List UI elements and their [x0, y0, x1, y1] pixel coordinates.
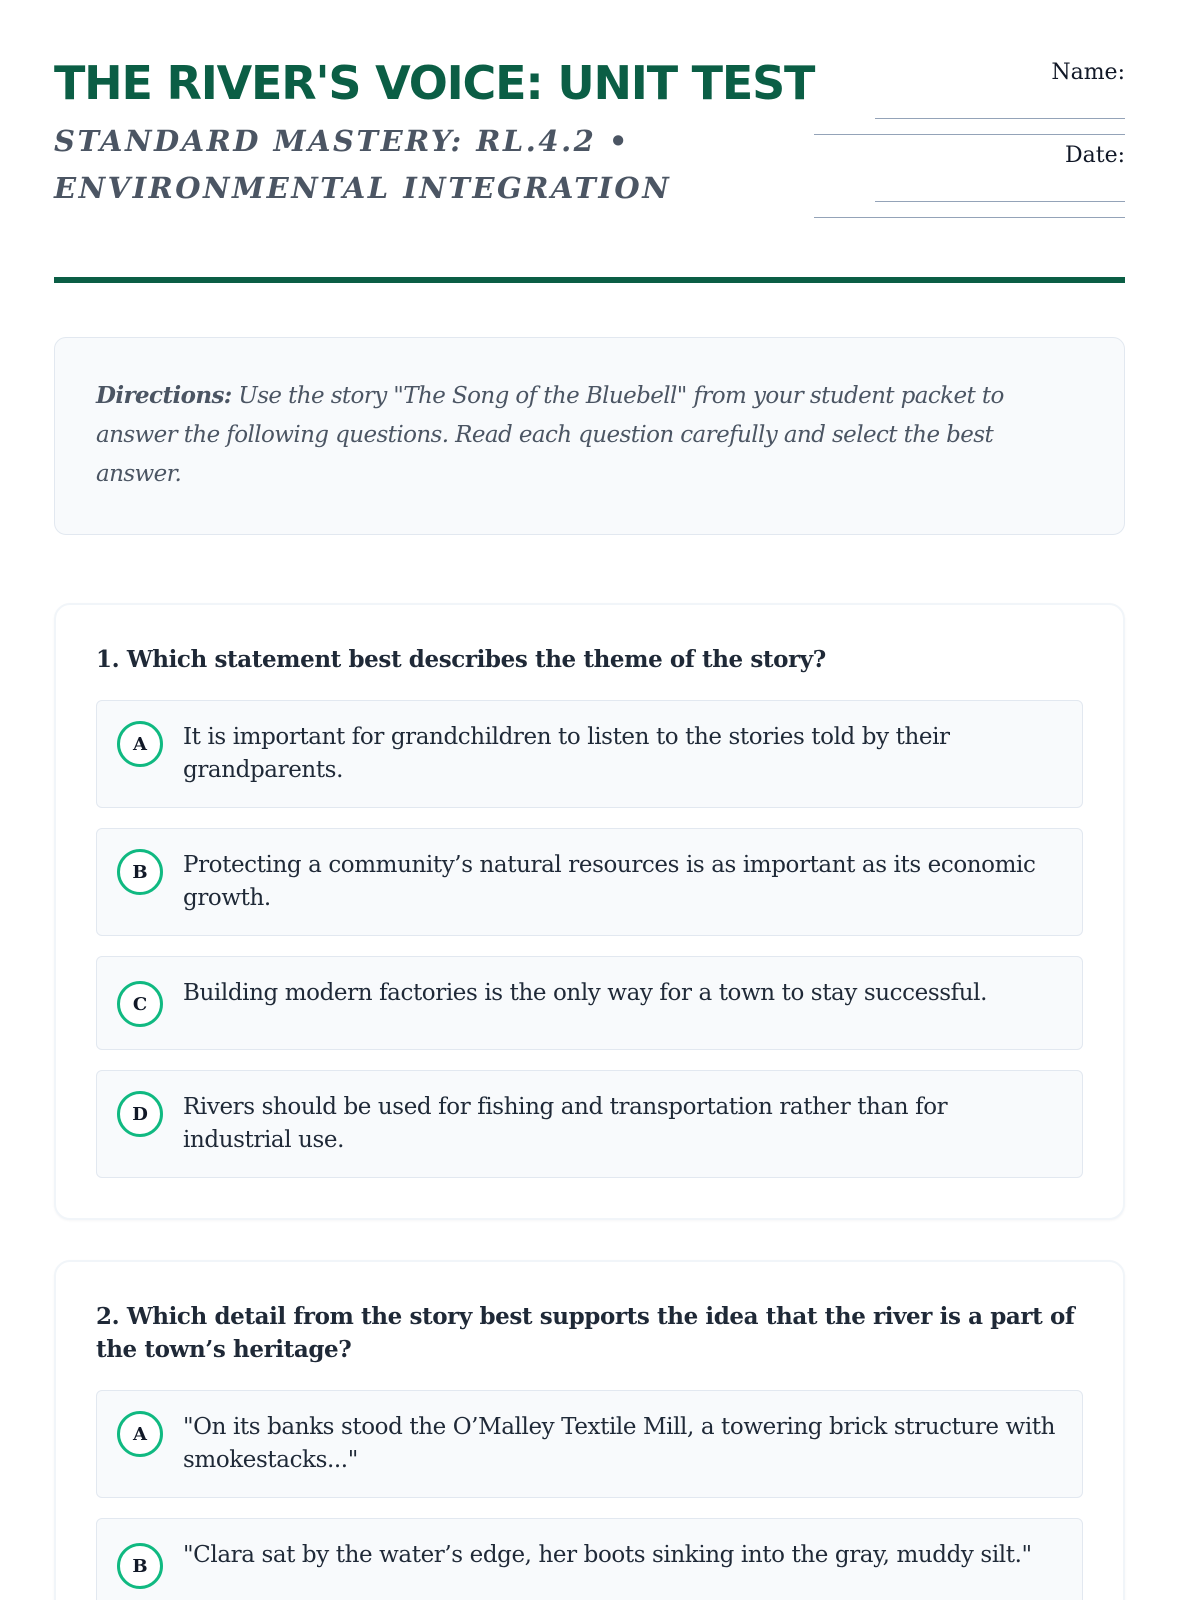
question-1-option-d[interactable] [96, 1070, 1083, 1178]
option-letter-badge[interactable]: C [117, 981, 163, 1027]
directions-box [54, 337, 1125, 535]
option-text: Building modern factories is the only way for a town to stay successful. [183, 980, 988, 1006]
subtitle-line-2: ENVIRONMENTAL INTEGRATION [54, 171, 672, 205]
question-1-option-a[interactable] [96, 700, 1083, 808]
option-text: It is important for grandchildren to listen to the stories told by their grandparents. [183, 724, 950, 783]
question-card-2 [54, 1260, 1125, 1600]
option-text: Protecting a community’s natural resources is as important as its economic growth. [183, 852, 1036, 911]
name-row [814, 58, 1125, 135]
student-info [814, 58, 1125, 224]
title-block [54, 52, 814, 212]
directions-lead: Directions: [96, 382, 232, 409]
option-letter-badge[interactable]: B [117, 1543, 163, 1589]
option-letter-badge[interactable]: A [117, 1411, 163, 1457]
header-divider [54, 277, 1125, 283]
name-field[interactable] [875, 104, 1125, 119]
question-1-option-c[interactable] [96, 956, 1083, 1050]
question-1-option-b[interactable] [96, 828, 1083, 936]
name-label: Name: [1051, 60, 1125, 85]
option-letter-badge[interactable]: B [117, 849, 163, 895]
subtitle-line-1: STANDARD MASTERY: RL.4.2 • [54, 124, 630, 158]
option-letter-badge[interactable]: D [117, 1091, 163, 1137]
question-2-text: 2. Which detail from the story best supports the idea that the river is a part of the town’s heritage? [96, 1303, 1075, 1363]
question-2-option-a[interactable] [96, 1390, 1083, 1498]
option-text: "Clara sat by the water’s edge, her boots sinking into the gray, muddy silt." [183, 1542, 1032, 1568]
option-letter-badge[interactable]: A [117, 721, 163, 767]
question-1-text: 1. Which statement best describes the theme of the story? [96, 646, 826, 673]
page-subtitle [54, 118, 814, 212]
page-header [54, 0, 1125, 224]
option-text: "On its banks stood the O’Malley Textile Mill, a towering brick structure with smokestacks..." [183, 1414, 1056, 1473]
date-label: Date: [1064, 143, 1125, 168]
directions-text: Use the story "The Song of the Bluebell" from your student packet to answer the following questions. Read each question carefully and select the best answer. [96, 383, 1004, 487]
question-card-1 [54, 603, 1125, 1220]
date-field[interactable] [875, 187, 1125, 202]
question-2-option-b[interactable] [96, 1518, 1083, 1600]
date-row [814, 141, 1125, 218]
option-text: Rivers should be used for fishing and transportation rather than for industrial use. [183, 1094, 948, 1153]
page-title: THE RIVER'S VOICE: UNIT TEST [54, 56, 815, 110]
